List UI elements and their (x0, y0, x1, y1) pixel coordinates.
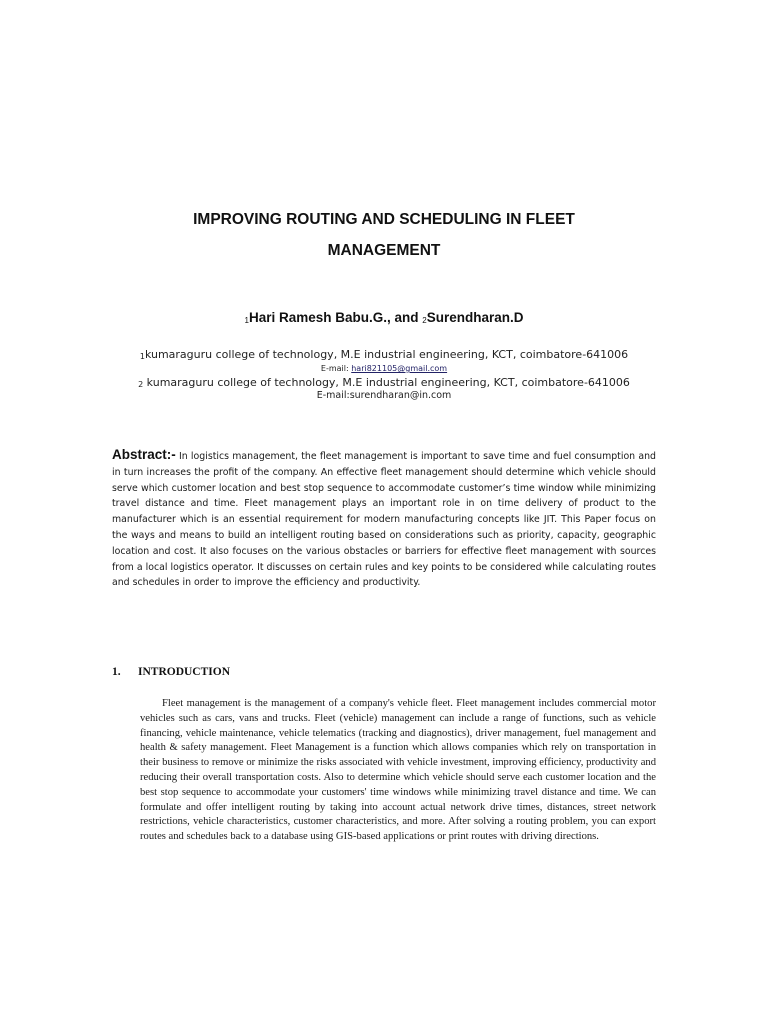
affiliation-2-mark: 2 (138, 380, 144, 389)
paper-title (100, 204, 668, 266)
author-line (100, 308, 668, 331)
abstract-text: In logistics management, the fleet management is important to save time and fuel consumption and in turn increases the profit of the company. An effective fleet management should determine which vehicle should serve which customer location and best stop sequence to accommodate customer’s time window while minimizing travel distance and time. Fleet management plays an important role in on time delivery of product to the manufacturer which is an essential requirement for modern manufacturing concepts like JIT. This Paper focus on the ways and means to build an intelligent routing based on considerations such as priority, capacity, geographic location and cost. It also focuses on the various obstacles or barriers for effective fleet management with sources from a local logistics operator. It discusses on certain rules and key points to be considered while calculating routes and schedules in order to improve the efficiency and productivity. (112, 451, 656, 589)
affiliation-1 (100, 348, 668, 364)
introduction-paragraph: Fleet management is the management of a company's vehicle fleet. Fleet management includes commercial motor vehicles such as cars, vans and trucks. Fleet (vehicle) management can include a range of functions, such as vehicle financing, vehicle maintenance, vehicle telematics (tracking and diagnostics), driver management, fuel management and health & safety management. Fleet Management is a function which allows companies which rely on transportation in their business to remove or minimize the risks associated with vehicle investment, improving efficiency, productivity and reducing their overall transportation costs. Also to determine which vehicle should serve each customer location and the best stop sequence to accommodate your customers' time windows while minimizing travel distance and time. We can formulate and offer intelligent routing by taking into account actual network drive times, distances, street network restrictions, vehicle characteristics, customer characteristics, and more. After solving a routing problem, you can export routes and schedules back to a database using GIS-based applications or print routes with driving directions. (140, 698, 656, 843)
abstract-label: Abstract:- (112, 447, 176, 462)
affiliation-2-email (100, 390, 668, 401)
email-2-address: surendharan@in.com (349, 390, 452, 401)
author-1-mark: 1 (244, 316, 249, 325)
affiliation-2-text: kumaraguru college of technology, M.E industrial engineering, KCT, coimbatore-641006 (143, 376, 630, 389)
affiliation-1-email (100, 363, 668, 374)
author-2-name: Surendharan.D (426, 310, 524, 325)
section-number: 1. (112, 666, 121, 678)
affiliation-1-mark: 1 (139, 352, 145, 361)
email-2-label: E-mail: (316, 390, 350, 401)
abstract-paragraph (112, 447, 656, 591)
author-2-mark: 2 (422, 316, 427, 325)
section-heading-introduction (112, 664, 230, 680)
author-1-name: Hari Ramesh Babu.G., and (248, 310, 423, 325)
paper-title-line-1: IMPROVING ROUTING AND SCHEDULING IN FLEET (193, 211, 575, 228)
section-title: INTRODUCTION (138, 666, 231, 678)
email-1-label: E-mail: (320, 364, 352, 373)
email-1-link[interactable]: hari821105@gmail.com (351, 364, 448, 373)
affiliation-1-text: kumaraguru college of technology, M.E industrial engineering, KCT, coimbatore-641006 (144, 348, 629, 361)
paper-title-line-2: MANAGEMENT (327, 242, 441, 259)
